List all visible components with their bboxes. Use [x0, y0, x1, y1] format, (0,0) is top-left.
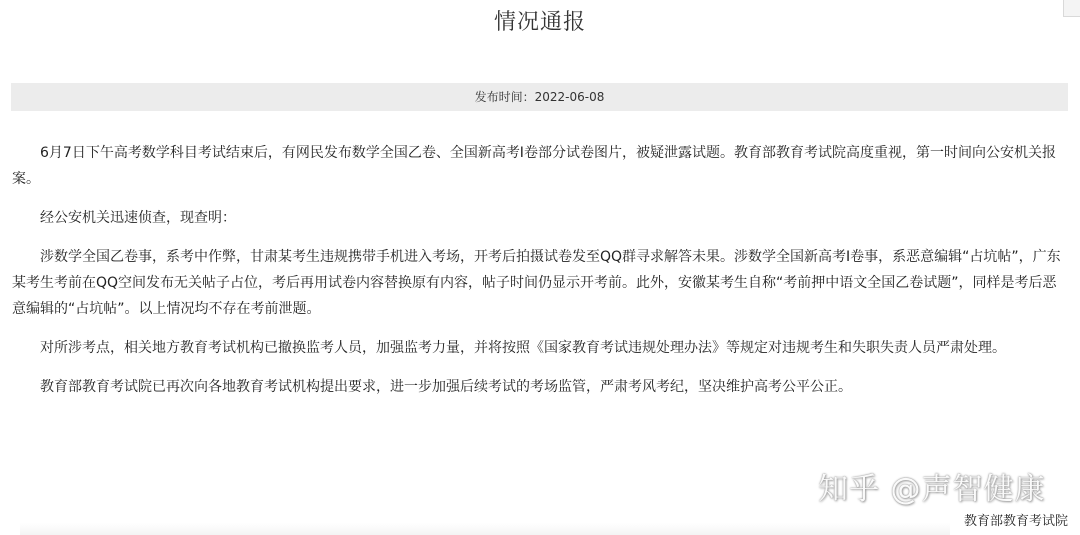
paragraph-2: 经公安机关迅速侦查，现查明： [40, 210, 236, 226]
paragraph-4: 对所涉考点，相关地方教育考试机构已撤换监考人员，加强监考力量，并将按照《国家教育考试违规处理办法》等规定对违规考生和失职失责人员严肃处理。 [40, 340, 1006, 356]
article-body [12, 140, 1068, 413]
paragraph-5: 教育部教育考试院已再次向各地教育考试机构提出要求，进一步加强后续考试的考场监管，严肃考风考纪，坚决维护高考公平公正。 [40, 379, 852, 395]
signature: 教育部教育考试院 [963, 514, 1068, 529]
paragraph-1: 6月7日下午高考数学科目考试结束后，有网民发布数学全国乙卷、全国新高考I卷部分试卷图片，被疑泄露试题。教育部教育考试院高度重视，第一时间向公安机关报案。 [12, 145, 1056, 187]
bottom-shadow [20, 523, 950, 535]
publish-label: 发布时间： [474, 90, 535, 104]
publish-info-bar [11, 83, 1068, 111]
zhihu-watermark: 知乎 @声智健康 [818, 472, 1046, 507]
publish-date: 2022-06-08 [534, 90, 605, 104]
paragraph-3: 涉数学全国乙卷事，系考中作弊，甘肃某考生违规携带手机进入考场，开考后拍摄试卷发至QQ群寻求解答未果。涉数学全国新高考I卷事，系恶意编辑“占坑帖”，广东某考生考前在QQ空间发布无关帖子占位，考后再用试卷内容替换原有内容，帖子时间仍显示开考前。此外，安徽某考生自称“考前押中语文全国乙卷试题”，同样是考后恶意编辑的“占坑帖”。以上情况均不存在考前泄题。 [12, 249, 1061, 317]
page-title: 情况通报 [493, 10, 586, 35]
